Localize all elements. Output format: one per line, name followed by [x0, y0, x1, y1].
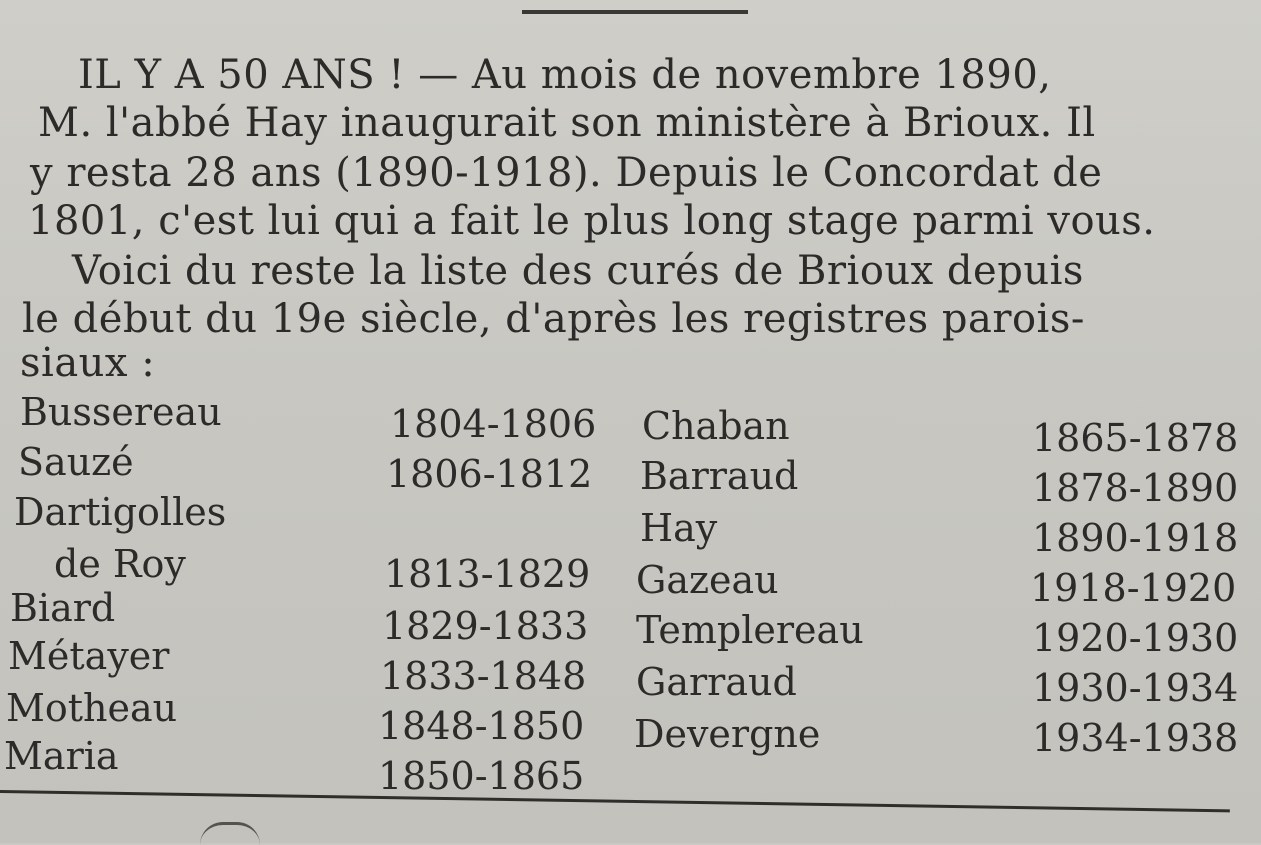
cure-years: 1930-1934 — [1032, 666, 1239, 710]
cure-name: Gazeau — [636, 558, 779, 602]
article-line-5: Voici du reste la liste des curés de Brioux depuis — [72, 248, 1084, 294]
cure-name: Biard — [10, 586, 116, 630]
article-line-7: siaux : — [20, 340, 156, 386]
cure-name: Dartigolles — [14, 490, 227, 534]
cure-years: 1850-1865 — [378, 754, 585, 798]
article-line-2: M. l'abbé Hay inaugurait son ministère à Brioux. Il — [38, 100, 1096, 146]
cure-years: 1865-1878 — [1032, 416, 1239, 460]
cure-years: 1890-1918 — [1032, 516, 1239, 560]
cure-name: Devergne — [634, 712, 821, 756]
cure-years: 1878-1890 — [1032, 466, 1239, 510]
article-line-6: le début du 19e siècle, d'après les registres parois- — [22, 296, 1085, 342]
cure-name: Motheau — [6, 686, 178, 730]
bottom-divider — [0, 790, 1230, 812]
article-line-1: IL Y A 50 ANS ! — Au mois de novembre 1890, — [78, 52, 1052, 98]
cure-name: Maria — [4, 734, 119, 778]
cure-years: 1804-1806 — [390, 402, 597, 446]
cure-name: Barraud — [640, 454, 799, 498]
cure-name: Métayer — [8, 634, 170, 678]
cure-years: 1920-1930 — [1032, 616, 1239, 660]
cure-years: 1833-1848 — [380, 654, 587, 698]
cure-years: 1918-1920 — [1030, 566, 1237, 610]
cure-years: 1813-1829 — [384, 552, 591, 596]
cure-years: 1934-1938 — [1032, 716, 1239, 760]
cure-years: 1829-1833 — [382, 604, 589, 648]
article-line-4: 1801, c'est lui qui a fait le plus long stage parmi vous. — [28, 198, 1156, 244]
cure-name: Sauzé — [18, 440, 134, 484]
cure-years: 1806-1812 — [386, 452, 593, 496]
cure-name: Chaban — [642, 404, 790, 448]
cure-name: de Roy — [54, 542, 186, 586]
cure-name: Bussereau — [20, 390, 222, 434]
cure-name: Templereau — [636, 608, 864, 652]
next-article-fragment — [200, 822, 260, 845]
cure-name: Hay — [640, 506, 718, 550]
top-divider — [522, 10, 748, 14]
cure-name: Garraud — [636, 660, 797, 704]
cure-years: 1848-1850 — [378, 704, 585, 748]
article-line-3: y resta 28 ans (1890-1918). Depuis le Concordat de — [30, 150, 1103, 196]
